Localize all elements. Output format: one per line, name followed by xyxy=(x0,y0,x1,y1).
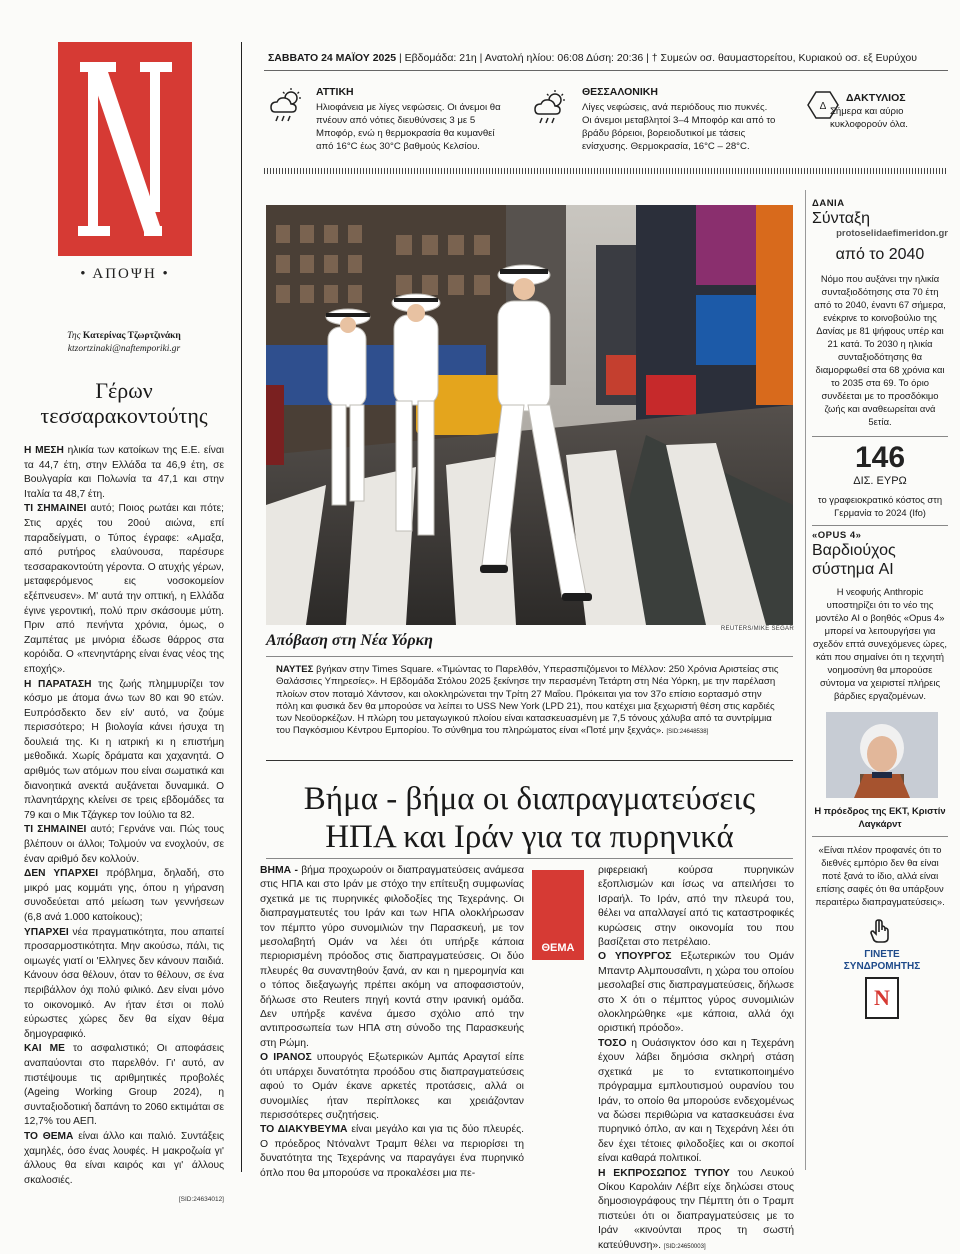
photo-divider xyxy=(266,656,793,657)
paragraph-lead: ΔΕΝ ΥΠΑΡΧΕΙ xyxy=(24,868,99,880)
header-hatch-divider xyxy=(264,168,948,174)
paragraph-lead: ΚΑΙ ΜΕ xyxy=(24,1043,65,1055)
paragraph-lead: ΤΟ ΔΙΑΚΥΒΕΥΜΑ xyxy=(260,1124,348,1136)
column-divider xyxy=(241,42,242,1172)
right-divider xyxy=(812,525,948,526)
caption-divider xyxy=(266,760,793,761)
opinion-column xyxy=(24,330,225,1204)
paragraph-text: της ζωής πλημμυρίζει τον κόσμο με άτομα άνω των 80 και 90 ετών. Ευπρόσδεκτο δεν είν' αυτό, να ζούμε περισσότερο; Η βιολογία κάνει ήσυχα τη δουλειά της. Κι η ιατρική κι η επιστήμη μεθοδικά. Χωρίς δράματα και χαχανητά. Ο αριθμός των ατόμων που είναι σωματικά και διανοητικά ανεκτά αυξάνεται δυναμικά. Ο πλανητάρχης κλείνει σε τρεις εβδομάδες τα 79 και ο Μικ Τζάγκερ τον Ιούλιο τα 82. xyxy=(24,678,224,821)
opinion-body xyxy=(24,444,224,1188)
paragraph-text: πρόβλημα, δηλαδή, στο μικρό μας κομμάτι γης, όπου η γήρανση συνοδεύεται από μείωση των γεννήσεων (6,8 ανά 1.000 κατοίκους); xyxy=(24,868,224,923)
caption-code: [SID:24648538] xyxy=(666,729,709,736)
byline xyxy=(24,330,224,356)
denmark-text: Νόμο που αυξάνει την ηλικία συνταξιοδότησης στα 70 έτη από το 2040, έναντι 67 σήμερα, ενέκρινε το κοινοβούλιο της Δανίας με 81 ψήφους υπέρ και 21 κατά. Το 2030 η ηλικία συνταξιοδότησης θα διαμορφωθεί στα 68 χρόνια και το 2035 στα 69. Το όριο συνδέεται με το προσδόκιμο ζωής και αναθεωρείται ανά 5ετία. xyxy=(814,273,946,427)
paragraph xyxy=(24,926,224,1043)
headline-line-1: Βήμα - βήμα οι διαπραγματεύσεις xyxy=(303,781,756,817)
date-bar: ΣΑΒΒΑΤΟ 24 ΜΑΪΟΥ 2025 | Εβδομάδα: 21η | Ανατολή ηλίου: 06:08 Δύση: 20:36 | † Συμεών οσ. θαυμαστορείτου, Κυριακού οσ. εξ Ευρύχου xyxy=(268,52,917,64)
paragraph-lead: Ο ΙΡΑΝΟΣ xyxy=(260,1052,312,1064)
headline-divider xyxy=(266,858,793,859)
section-label: • ΑΠΟΨΗ • xyxy=(80,266,170,282)
issue-date: ΣΑΒΒΑΤΟ 24 ΜΑΪΟΥ 2025 xyxy=(268,52,397,64)
paragraph-lead: Ο ΥΠΟΥΡΓΟΣ xyxy=(598,951,672,963)
paragraph-text: είναι άλλο και παλιό. Συντάξεις χαμηλές, όσο ένας λουφές. Η μακροζωία γι' άλλους θα είναι καιρός και γι' άλλους σκαλοσιές. xyxy=(24,1130,224,1186)
paragraph-lead: ΤΟ ΘΕΜΑ xyxy=(24,1130,74,1142)
paragraph xyxy=(260,1051,524,1123)
caption-lead: ΝΑΥΤΕΣ xyxy=(276,664,314,675)
paragraph xyxy=(24,678,224,824)
subscribe-box[interactable] xyxy=(830,918,934,1028)
right-divider xyxy=(812,436,948,437)
sun-times: Ανατολή ηλίου: 06:08 Δύση: 20:36 xyxy=(484,52,644,64)
opus-text: Η νεοφυής Anthropic υποστηρίζει ότι το νέο της μοντέλο AI ο βοηθός «Opus 4» μπορεί να λειτουργήσει για σχεδόν επτά συνεχόμενες ώρες, κάτι που σημαίνει ότι η τεχνητή νοημοσύνη θα μπορούσε σύντομα να χειριστεί πλήρεις βάρδιες εργαζομένων. xyxy=(812,586,948,701)
header-divider xyxy=(264,70,948,71)
paragraph-lead: ΤΙ ΣΗΜΑΙΝΕΙ xyxy=(24,503,87,515)
theme-badge-label: ΘΕΜΑ xyxy=(541,942,575,954)
cost-unit: ΔΙΣ. ΕΥΡΩ xyxy=(853,475,907,487)
weather-region-thessaloniki: ΘΕΣΣΑΛΟΝΙΚΗ xyxy=(582,86,658,98)
weather-text-attica: Ηλιοφάνεια με λίγες νεφώσεις. Οι άνεμοι θα πνέουν από νότιες διευθύνσεις 3 με 5 Μποφόρ, ενώ η θερμοκρασία θα κυμανθεί από 16°C έως 30°C βαθμούς Κελσίου. xyxy=(316,102,501,152)
paragraph-text: η Ουάσιγκτον όσο και η Τεχεράνη έχουν λάβει δημόσια σκληρή στάση σχετικά με το εντατικοποιημένο πρόγραμμα εμπλουτισμού ουρανίου του Ιράν, το οποίο θα μπορούσε ενδεχομένως να δώσει περιθώρια να κατασκευάσει ένα πυρηνικό όπλο, αν και η Τεχεράνη λέει ότι δεν έχει τέτοιες φιλοδοξίες και οι σκοποί είναι καθαρά πολιτικοί. xyxy=(598,1037,794,1165)
paragraph xyxy=(24,444,224,502)
paragraph xyxy=(260,864,524,1051)
paragraph xyxy=(598,1167,794,1254)
opinion-title: Γέρων τεσσαρακοντούτης xyxy=(40,378,208,428)
paragraph xyxy=(24,502,224,677)
paragraph-text: ριφερειακή κούρσα πυρηνικών εξοπλισμών και ίσως να απειλήσει το Ισραήλ. Το Ιράν, από την πλευρά του, θέλει να απαλλαγεί από τις καταστροφικές κυρώσεις στην οικονομία του που βασίζεται στο πετρέλαιο. xyxy=(598,865,794,949)
paragraph-text: αυτό; Γερνάνε ναι. Πώς τους βλέπουν οι άλλοι; Τολμούν να ενοχλούν, σε έναν αριθμό δεν κολλούν. xyxy=(24,824,224,865)
paragraph-text: νέα πραγματικότητα, που απαιτεί προσαρμοστικότητα. Μην ακούσω, πάλι, τις οιμωγές γιατί οι 'Ελληνες δεν κάνουν παιδιά. Κάνουν όσα θέλουν, όταν το θέλουν, σε ένα περιβάλλον όχι πολύ φιλικό. Δεν είναι μόνο το οικονομικό. Αν ήταν έτσι οι πολύ εύρωστες χώρες δεν θα είχαν θέμα δημογραφικό. xyxy=(24,926,224,1040)
paragraph-text: του Λευκού Οίκου Καρολάιν Λέβιτ είχε δηλώσει στους δημοσιογράφους την Πέμπτη ότι ο Τραμπ πιστεύει ότι οι διαπραγματεύσεις με το Ιράν «κινούνται προς τη σωστή κατεύθυνση». xyxy=(598,1167,794,1251)
subscribe-newspaper-icon xyxy=(865,977,899,1019)
paragraph-text: είναι μεγάλο και για τις δύο πλευρές. Ο πρόεδρος Ντόναλντ Τραμπ θέλει να περιορίσει τη δυνατότητα της Τεχεράνης να παραγάγει ένα πυρηνικό όπλο που θα μπορούσε να προκαλέσει μια πε- xyxy=(260,1124,524,1179)
source-watermark: protoselidaefimeridon.gr xyxy=(836,228,948,239)
logo-n-icon xyxy=(58,42,192,256)
opinion-code: [SID:24634012] xyxy=(178,1196,224,1204)
photo-title: Απόβαση στη Νέα Υόρκη xyxy=(266,632,433,649)
paragraph xyxy=(598,950,794,1036)
author-email[interactable]: ktzortzinaki@naftemporiki.gr xyxy=(67,344,181,354)
denmark-title-b: από το 2040 xyxy=(835,246,925,263)
svg-text:Δ: Δ xyxy=(819,101,827,112)
cloud-sun-rain-icon xyxy=(532,88,572,128)
denmark-title-a: Σύνταξη xyxy=(812,210,871,227)
paragraph-text: βήμα προχωρούν οι διαπραγματεύσεις ανάμεσα στις ΗΠΑ και στο Ιράν με στόχο την επίτευξη συμφωνίας σχετικά με τις πυρηνικές φιλοδοξίες της Τεχεράνης. Οι διαπραγματευτές του Ιράν και των ΗΠΑ ολοκλήρωσαν τον πέμπτο γύρο συνομιλιών την Παρασκευή, με τον μεσολαβητή Ομάν να λέει ότι υπήρξε κάποια περιορισμένη πρόοδος στις διαπραγματεύσεις. Οι δύο πλευρές θα συναντηθούν ξανά, αν και η ημερομηνία και ο τόπος διεξαγωγής πρέπει ακόμη να αποφασιστούν, δήλωσε στο Reuters πηγή κοντά στην ιρανική ομάδα. Δεν υπήρξε κανένα άμεσο σχόλιο από την αντιπροσωπεία των ΗΠΑ στη σύνοδο της Παρασκευής στη Ρώμη. xyxy=(260,865,524,1049)
paragraph-lead: ΥΠΑΡΧΕΙ xyxy=(24,926,69,938)
photo-caption xyxy=(276,664,786,739)
portrait-caption: Η πρόεδρος της ΕΚΤ, Κριστίν Λαγκάρντ xyxy=(814,805,946,829)
paragraph xyxy=(598,1037,794,1167)
opus-kicker: «OPUS 4» xyxy=(812,530,862,541)
cost-figure: 146 xyxy=(854,441,906,474)
cloud-sun-rain-icon xyxy=(268,86,308,126)
byline-prefix: Της xyxy=(67,331,81,341)
week-number: Εβδομάδα: 21η xyxy=(404,52,477,64)
paragraph xyxy=(24,1042,224,1130)
right-divider xyxy=(812,836,948,837)
paragraph xyxy=(260,1123,524,1181)
weather-region-ring: ΔΑΚΤΥΛΙΟΣ xyxy=(846,92,906,104)
paragraph-lead: ΤΙ ΣΗΜΑΙΝΕΙ xyxy=(24,824,87,836)
article-code: [SID:24650003] xyxy=(663,1243,706,1250)
photo-credit: REUTERS/MIKE SEGAR xyxy=(720,626,794,632)
newspaper-logo xyxy=(58,42,192,256)
nameday: † Συμεών οσ. θαυμαστορείτου, Κυριακού οσ. εξ Ευρύχου xyxy=(651,52,917,64)
paragraph-text: Εξωτερικών του Ομάν Μπαντρ Αλμπουσαΐντι, η χώρα του οποίου μεσολαβεί στις διαπραγματεύσεις, δήλωσε στο Χ ότι ο πέμπτος γύρος συνομιλιών ολοκληρώθηκε «με κάποια, αλλά όχι οριστική πρόοδο». xyxy=(598,951,794,1035)
paragraph xyxy=(24,1130,224,1188)
times-square-photo xyxy=(266,205,793,625)
paragraph xyxy=(598,864,794,950)
headline-line-2: ΗΠΑ και Ιράν για τα πυρηνικά xyxy=(325,819,734,855)
paragraph-lead: ΒΗΜΑ - xyxy=(260,865,302,876)
weather-text-thessaloniki: Λίγες νεφώσεις, ανά περιόδους πιο πυκνές. Οι άνεμοι μεταβλητοί 3–4 Μποφόρ και από το βράδυ βόρειοι, βορειοδυτικοί με τάσεις ενίσχυσης. Θερμοκρασία, 16°C – 28°C. xyxy=(582,102,776,152)
paragraph-text: αυτό; Ποιος ρωτάει και πότε; Στις αρχές του 20ού αιώνα, επί παραδείγματι, ο Τύπος έγραφε: «Αμαξα, από ρυτήρος ελαύνουσα, παρέσυρε τεσσαρακοντούτη γέροντα. Ο ατυχής γέρων, μεταφερόμενος εις νοσοκομείον εξέπνευσεν». Μ' αυτά την οπτική, η Ελλάδα έγινε γεροντική, πολύ πριν σκάσουμε μύτη. Πριν από πενήντα χρόνια, όμως, ο Ζαμπέτας με μινόρια έδωσε θάρρος στα κορόιδα. Ο «πενηντάρης είναι ένας νέος της εποχής». xyxy=(24,503,225,675)
lagarde-quote: «Είναι πλέον προφανές ότι το διεθνές εμπόριο δεν θα είναι ποτέ ξανά το ίδιο, αλλά είναι επίσης σαφές ότι θα υπάρξουν περαιτέρω διαπραγματεύσεις». xyxy=(815,844,945,907)
weather-text-ring: Σήμερα και αύριο κυκλοφορούν όλα. xyxy=(830,106,908,130)
paragraph-lead: Η ΕΚΠΡΟΣΩΠΟΣ ΤΥΠΟΥ xyxy=(598,1167,730,1179)
paragraph-text: το ασφαλιστικό; Οι αποφάσεις αναπαύονται στο παρελθόν. Γι' αυτό, αν πιστέψουμε τις αριθμητικές προβολές (Ageing Working Group 2024), η συνταξιοδοτική δαπάνη το 2060 εκτιμάται σε 12,7% του ΑΕΠ. xyxy=(24,1043,224,1128)
denmark-kicker: ΔΑΝΙΑ xyxy=(812,198,845,209)
paragraph-lead: Η ΠΑΡΑΤΑΣΗ xyxy=(24,678,92,690)
article-column-1 xyxy=(260,864,524,1181)
lagarde-portrait xyxy=(826,712,938,798)
article-column-2 xyxy=(598,864,794,1254)
right-column xyxy=(812,198,948,1168)
subscribe-label[interactable]: ΓΙΝΕΤΕ ΣΥΝΔΡΟΜΗΤΗΣ xyxy=(843,949,921,972)
theme-badge xyxy=(532,870,584,960)
paragraph xyxy=(24,823,224,867)
cost-text: το γραφειοκρατικό κόστος στη Γερμανία το 2024 (Ifo) xyxy=(817,494,943,518)
right-column-divider xyxy=(805,190,806,1170)
paragraph-text: υπουργός Εξωτερικών Αμπάς Αραγτσί είπε ότι υπάρχει δυνατότητα προόδου στις διαπραγματεύσεις αφού το Ομάν έκανε αρκετές προτάσεις, αλλά οι συνομιλίες ήταν περίπλοκες και χρειάζονταν περισσότερες συζητήσεις. xyxy=(260,1052,524,1121)
paragraph-lead: Η ΜΕΣΗ xyxy=(24,445,64,456)
hand-pointer-icon xyxy=(867,918,897,944)
paragraph xyxy=(24,867,224,925)
article-headline xyxy=(266,780,793,856)
opus-title: Βαρδιούχος σύστημα AI xyxy=(812,542,896,578)
author-name: Κατερίνας Τζωρτζινάκη xyxy=(82,331,181,341)
subscribe-logo-letter: N xyxy=(874,985,890,1010)
caption-text: βγήκαν στην Times Square. «Τιμώντας το Παρελθόν, Υπερασπιζόμενοι το Μέλλον: 250 Χρόνια Αριστείας στις Θαλάσσιες Υπηρεσίες». Η Εβδομάδα Στόλου 2025 ξεκίνησε την περασμένη Τετάρτη στη Νέα Υόρκη, με την παρέλαση πλοίων στον ποταμό Χάντσον, και ολοκληρώνεται την Τρίτη 27 Μαΐου. Πρόκειται για τον 37ο επίσιο εορτασμό στην πόλη και φυσικά δεν θα μπορούσε να λείπει το USS New York (LPD 21), που κατέχει μια ξεχωριστή θέση στις καρδιές των Νεοϋορκέζων. Η πλώρη του μεταγωγικού πλοίου είναι κατασκευασμένη με 7,5 τόνους χάλυβα από τα συντρίμμια του Παγκόσμιου Κέντρου Εμπορίου. Το σύνθημα του πληρώματος είναι «Ποτέ μην ξεχνάς». xyxy=(276,664,779,737)
paragraph-text: ηλικία των κατοίκων της Ε.Ε. είναι τα 44,7 έτη, στην Ελλάδα τα 46,9 έτη, σε Βουλγαρία και Πολωνία τα 47,1 και στην Ιταλία τα 48,7 έτη. xyxy=(24,445,224,500)
paragraph-lead: ΤΟΣΟ xyxy=(598,1037,627,1049)
weather-region-attica: ΑΤΤΙΚΗ xyxy=(316,86,354,98)
